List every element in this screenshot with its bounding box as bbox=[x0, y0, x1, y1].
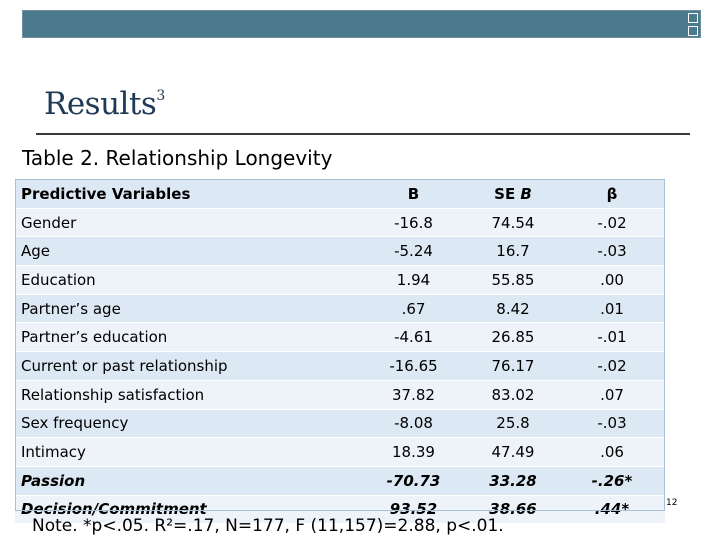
value-cell: 76.17 bbox=[467, 352, 559, 381]
decorative-header-bar bbox=[22, 10, 701, 38]
value-cell: 55.85 bbox=[467, 266, 559, 295]
table-header-row bbox=[15, 180, 665, 209]
table-row bbox=[15, 237, 665, 266]
table-row bbox=[15, 323, 665, 352]
value-cell: .00 bbox=[559, 266, 665, 295]
value-cell: 18.39 bbox=[360, 438, 467, 467]
page-number: 12 bbox=[666, 498, 678, 508]
value-cell: -.01 bbox=[559, 323, 665, 352]
value-cell: .01 bbox=[559, 294, 665, 323]
value-cell: -.02 bbox=[559, 352, 665, 381]
variable-name-cell: Gender bbox=[15, 208, 360, 237]
value-cell: 1.94 bbox=[360, 266, 467, 295]
title-superscript: 3 bbox=[156, 88, 165, 104]
value-cell: -.03 bbox=[559, 409, 665, 438]
value-cell: -16.65 bbox=[360, 352, 467, 381]
table-row bbox=[15, 409, 665, 438]
value-cell: -.03 bbox=[559, 237, 665, 266]
table-caption: Table 2. Relationship Longevity bbox=[22, 146, 333, 170]
value-cell: -.02 bbox=[559, 208, 665, 237]
value-cell: 8.42 bbox=[467, 294, 559, 323]
header-se-b-italic: B bbox=[520, 184, 532, 203]
value-cell: 83.02 bbox=[467, 380, 559, 409]
square-icon bbox=[688, 26, 698, 36]
value-cell: .67 bbox=[360, 294, 467, 323]
value-cell: .07 bbox=[559, 380, 665, 409]
value-cell: -4.61 bbox=[360, 323, 467, 352]
value-cell: 74.54 bbox=[467, 208, 559, 237]
table-row bbox=[15, 352, 665, 381]
results-table bbox=[15, 179, 665, 524]
title-divider bbox=[36, 133, 690, 135]
header-se-text: SE bbox=[494, 184, 521, 203]
table-row bbox=[15, 294, 665, 323]
variable-name-cell: Sex frequency bbox=[15, 409, 360, 438]
value-cell: 47.49 bbox=[467, 438, 559, 467]
variable-name-cell: Decision/Commitment bbox=[15, 495, 360, 524]
variable-name-cell: Partner’s education bbox=[15, 323, 360, 352]
table-note: Note. *p<.05. R²=.17, N=177, F (11,157)=2.88, p<.01. bbox=[32, 516, 504, 536]
value-cell: -16.8 bbox=[360, 208, 467, 237]
value-cell: 26.85 bbox=[467, 323, 559, 352]
value-cell: 93.52 bbox=[360, 495, 467, 524]
value-cell: .44* bbox=[559, 495, 665, 524]
header-se-b bbox=[467, 180, 559, 209]
table-row bbox=[15, 438, 665, 467]
table-row bbox=[15, 466, 665, 495]
square-icon bbox=[688, 13, 698, 23]
value-cell: -8.08 bbox=[360, 409, 467, 438]
value-cell: -70.73 bbox=[360, 466, 467, 495]
slide-title: Results$^3$ bbox=[44, 86, 165, 122]
variable-name-cell: Intimacy bbox=[15, 438, 360, 467]
table-row bbox=[15, 208, 665, 237]
table-row bbox=[15, 380, 665, 409]
table-row bbox=[15, 266, 665, 295]
variable-name-cell: Education bbox=[15, 266, 360, 295]
variable-name-cell: Relationship satisfaction bbox=[15, 380, 360, 409]
header-b: B bbox=[360, 180, 467, 209]
value-cell: 38.66 bbox=[467, 495, 559, 524]
variable-name-cell: Age bbox=[15, 237, 360, 266]
header-beta: β bbox=[559, 180, 665, 209]
variable-name-cell: Partner’s age bbox=[15, 294, 360, 323]
value-cell: 33.28 bbox=[467, 466, 559, 495]
value-cell: -.26* bbox=[559, 466, 665, 495]
header-predictive-variables: Predictive Variables bbox=[15, 180, 360, 209]
value-cell: 37.82 bbox=[360, 380, 467, 409]
table-body bbox=[15, 208, 665, 524]
value-cell: 25.8 bbox=[467, 409, 559, 438]
value-cell: -5.24 bbox=[360, 237, 467, 266]
variable-name-cell: Current or past relationship bbox=[15, 352, 360, 381]
variable-name-cell: Passion bbox=[15, 466, 360, 495]
value-cell: .06 bbox=[559, 438, 665, 467]
value-cell: 16.7 bbox=[467, 237, 559, 266]
